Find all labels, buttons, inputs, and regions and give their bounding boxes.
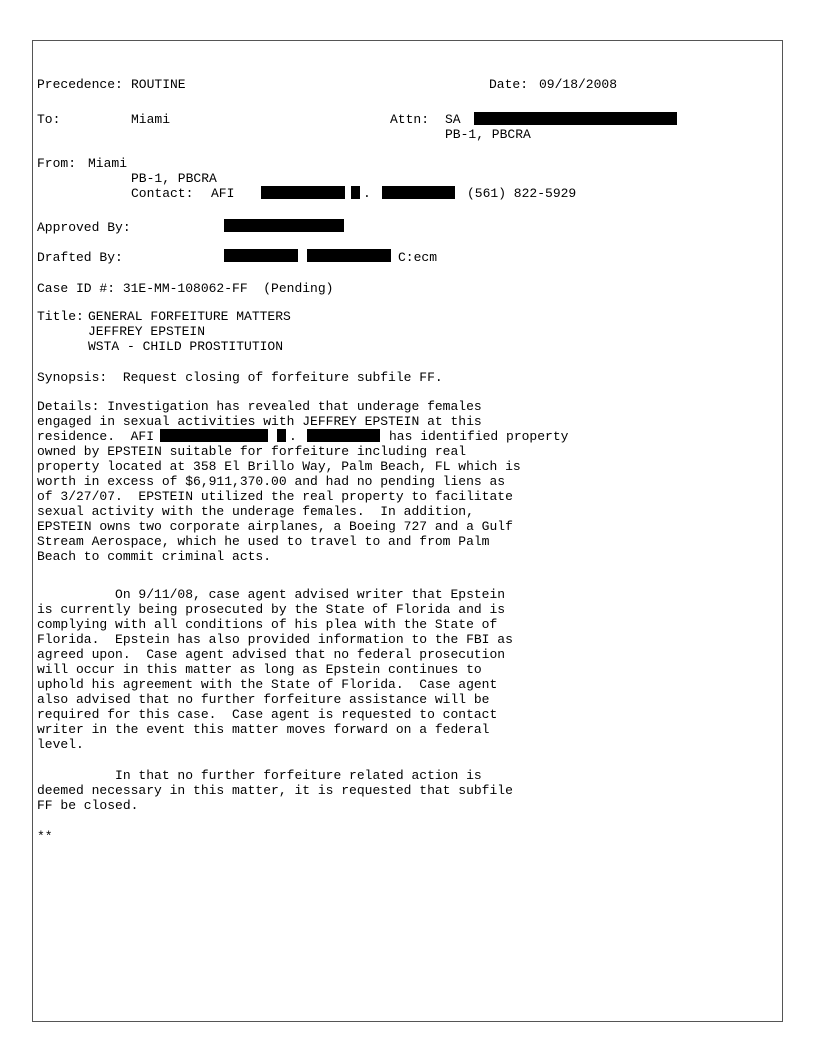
end-mark: ** <box>37 829 53 844</box>
title-line-1: GENERAL FORFEITURE MATTERS <box>88 309 291 324</box>
attn-label: Attn: <box>390 112 430 127</box>
precedence-label: Precedence: <box>37 77 123 92</box>
precedence-value: ROUTINE <box>131 77 186 92</box>
details-line-3-dot: . <box>289 429 297 444</box>
details-line-1: Details: Investigation has revealed that underage females <box>37 399 482 414</box>
paragraph-case-agent: On 9/11/08, case agent advised writer that Epstein is currently being prosecuted by the State of Florida and is complying with all conditions of his plea with the State of Florida. Epstein has also provided information to the FBI as agreed upon. Case agent advised that no federal prosecution will occur in this matter as long as Epstein continues to uphold his agreement with the State of Florida. Case agent also advised that no further forfeiture assistance will be required for this case. Case agent is requested to contact writer in the event this matter moves forward on a federal level. <box>37 587 513 752</box>
title-line-2: JEFFREY EPSTEIN <box>88 324 206 339</box>
case-id: Case ID #: 31E-MM-108062-FF (Pending) <box>37 281 334 296</box>
details-line-3-prefix: residence. AFI <box>37 429 155 444</box>
redaction-bar <box>382 186 455 199</box>
date-label: Date: <box>489 77 529 92</box>
drafted-by-label: Drafted By: <box>37 250 123 265</box>
redaction-bar <box>307 429 380 442</box>
date-value: 09/18/2008 <box>539 77 618 92</box>
synopsis: Synopsis: Request closing of forfeiture subfile FF. <box>37 370 443 385</box>
attn-office: PB-1, PBCRA <box>445 127 531 142</box>
redaction-bar <box>224 249 298 262</box>
attn-prefix: SA <box>445 112 461 127</box>
details-line-3-suffix: has identified property <box>389 429 569 444</box>
redaction-bar <box>307 249 391 262</box>
redaction-bar <box>351 186 360 199</box>
redaction-bar <box>474 112 677 125</box>
from-label: From: <box>37 156 77 171</box>
redaction-bar <box>160 429 268 442</box>
redaction-bar <box>261 186 345 199</box>
redaction-bar <box>224 219 344 232</box>
approved-by-label: Approved By: <box>37 220 131 235</box>
title-line-3: WSTA - CHILD PROSTITUTION <box>88 339 284 354</box>
title-label: Title: <box>37 309 84 324</box>
redaction-bar <box>277 429 286 442</box>
contact-label: Contact: <box>131 186 194 201</box>
contact-prefix: AFI <box>211 186 235 201</box>
document-page <box>32 40 783 1022</box>
paragraph-closing: In that no further forfeiture related action is deemed necessary in this matter, it is requested that subfile FF be closed. <box>37 768 513 813</box>
from-value: Miami <box>88 156 128 171</box>
drafted-by-suffix: C:ecm <box>398 250 438 265</box>
details-line-2: engaged in sexual activities with JEFFREY EPSTEIN at this <box>37 414 482 429</box>
contact-phone: (561) 822-5929 <box>467 186 577 201</box>
to-value: Miami <box>131 112 171 127</box>
details-body: owned by EPSTEIN suitable for forfeiture including real property located at 358 El Brillo Way, Palm Beach, FL which is worth in excess of $6,911,370.00 and had no pending liens as of 3/27/07. EPSTEIN utilized the real property to facilitate sexual activity with the underage females. In addition, EPSTEIN owns two corporate airplanes, a Boeing 727 and a Gulf Stream Aerospace, which he used to travel to and from Palm Beach to commit criminal acts. <box>37 444 521 564</box>
contact-dot: . <box>363 186 371 201</box>
from-office: PB-1, PBCRA <box>131 171 217 186</box>
to-label: To: <box>37 112 61 127</box>
